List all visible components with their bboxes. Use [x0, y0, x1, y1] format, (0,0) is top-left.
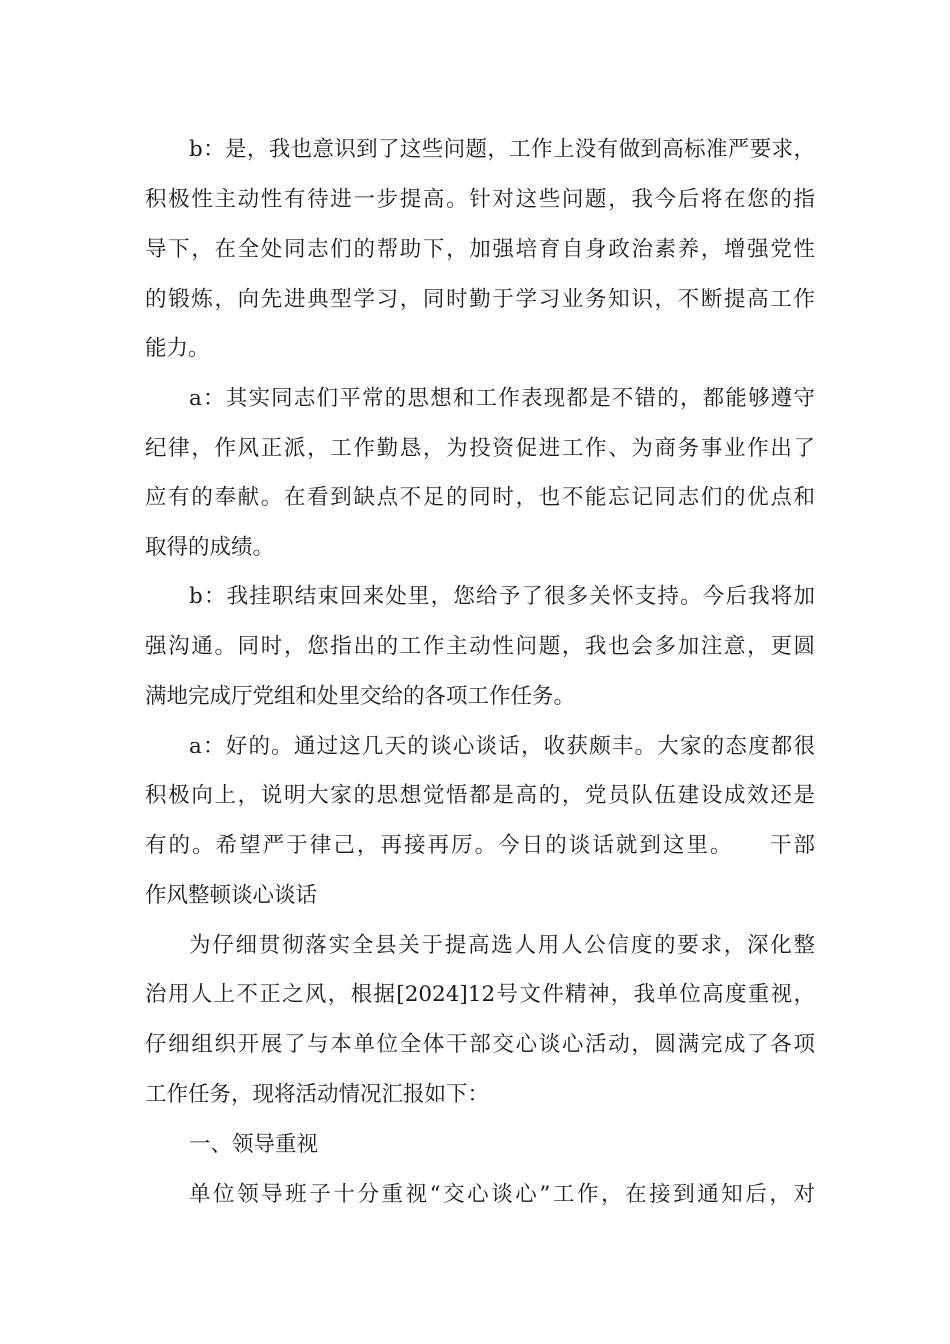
- text-line: 导下，在全处同志们的帮助下，加强培育自身政治素养，增强党性: [145, 237, 815, 262]
- text-line: 满地完成厅党组和处里交给的各项工作任务。: [145, 684, 576, 709]
- text-line: 积极向上，说明大家的思想觉悟都是高的，党员队伍建设成效还是: [145, 783, 815, 808]
- text-line: b：是，我也意识到了这些问题，工作上没有做到高标准严要求，: [189, 137, 815, 162]
- text-line: a：其实同志们平常的思想和工作表现都是不错的，都能够遵守: [189, 386, 815, 411]
- text-line: 积极性主动性有待进一步提高。针对这些问题，我今后将在您的指: [145, 187, 815, 212]
- text-line: 纪律，作风正派，工作勤恳，为投资促进工作、为商务事业作出了: [145, 436, 815, 461]
- text-line: b：我挂职结束回来处里，您给予了很多关怀支持。今后我将加: [189, 584, 815, 609]
- text-line: 治用人上不正之风，根据[2024]12号文件精神，我单位高度重视，: [145, 982, 815, 1007]
- text-line: 强沟通。同时，您指出的工作主动性问题，我也会多加注意，更圆: [145, 634, 815, 659]
- text-line: 仔细组织开展了与本单位全体干部交心谈心活动，圆满完成了各项: [145, 1032, 815, 1057]
- text-line: 取得的成绩。: [145, 535, 275, 560]
- text-line: 单位领导班子十分重视“交心谈心”工作，在接到通知后，对: [189, 1182, 815, 1207]
- text-line: 工作任务，现将活动情况汇报如下：: [145, 1082, 490, 1107]
- text-line: a：好的。通过这几天的谈心谈话，收获颇丰。大家的态度都很: [189, 734, 815, 759]
- text-line: 为仔细贯彻落实全县关于提高选人用人公信度的要求，深化整: [189, 933, 815, 958]
- section-heading: 一、领导重视: [189, 1132, 319, 1157]
- text-line: 作风整顿谈心谈话: [145, 883, 318, 908]
- text-line: 有的。希望严于律己，再接再厉。今日的谈话就到这里。 干部: [145, 833, 815, 858]
- text-line: 应有的奉献。在看到缺点不足的同时，也不能忘记同志们的优点和: [145, 485, 815, 510]
- text-line: 的锻炼，向先进典型学习，同时勤于学习业务知识，不断提高工作: [145, 287, 815, 312]
- text-line: 能力。: [145, 336, 210, 361]
